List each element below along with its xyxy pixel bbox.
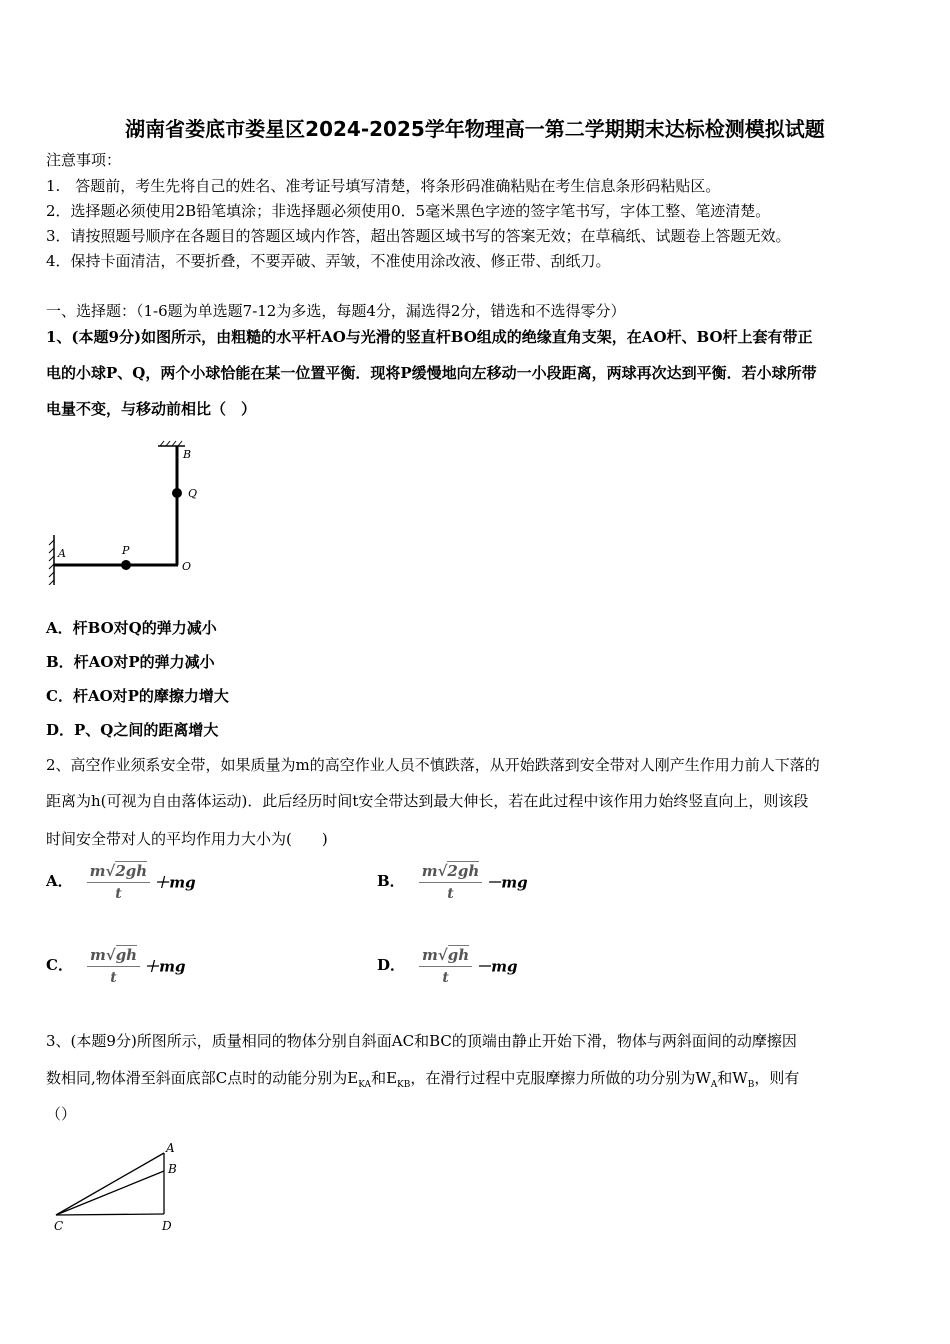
note-item: 3．请按照题号顺序在各题目的答题区域内作答，超出答题区域书写的答案无效；在草稿纸、试题卷上答题无效。: [46, 227, 791, 245]
svg-text:D: D: [162, 1219, 172, 1233]
svg-text:B: B: [183, 448, 192, 461]
q3-figure: [48, 1138, 188, 1233]
q3-text: 3、(本题9分)所图所示，质量相同的物体分别自斜面AC和BC的顶端由静止开始下滑，物体与两斜面间的动摩擦因: [46, 1032, 797, 1050]
q1-text: 1、(本题9分)如图所示，由粗糙的水平杆AO与光滑的竖直杆BO组成的绝缘直角支架，在AO杆、BO杆上套有带正: [46, 328, 813, 346]
q2-option-b[interactable]: B． $\frac{m√2gh}{t}$ －mg: [377, 862, 528, 902]
svg-text:O: O: [182, 560, 192, 573]
q2-text: 2、高空作业须系安全带，如果质量为m的高空作业人员不慎跌落，从开始跌落到安全带对人刚产生作用力前人下落的: [46, 756, 820, 774]
q1-text: 电量不变，与移动前相比（ ）: [46, 400, 257, 418]
q1-text: 电的小球P、Q，两个小球恰能在某一位置平衡．现将P缓慢地向左移动一小段距离，两球再次达到平衡．若小球所带: [46, 364, 817, 382]
q3-text: （）: [46, 1105, 77, 1123]
note-item: 2．选择题必须使用2B铅笔填涂；非选择题必须使用0．5毫米黑色字迹的签字笔书写，字体工整、笔迹清楚。: [46, 202, 771, 220]
svg-text:P: P: [122, 544, 130, 557]
svg-text:A: A: [166, 1141, 175, 1155]
svg-text:C: C: [54, 1219, 64, 1233]
q2-option-d[interactable]: D． $\frac{m√gh}{t}$ －mg: [377, 946, 518, 986]
ball-q: [172, 488, 182, 498]
note-item: 4．保持卡面清洁，不要折叠，不要弄破、弄皱，不准使用涂改液、修正带、刮纸刀。: [46, 252, 611, 270]
ball-p: [121, 560, 131, 570]
svg-text:Q: Q: [188, 487, 198, 500]
page-title: 湖南省娄底市娄星区2024-2025学年物理高一第二学期期末达标检测模拟试题: [125, 117, 825, 141]
q1-option-c[interactable]: C．杆AO对P的摩擦力增大: [46, 687, 229, 705]
q1-option-b[interactable]: B．杆AO对P的弹力减小: [46, 653, 215, 671]
section-heading: 一、选择题：（1-6题为单选题7-12为多选，每题4分，漏选得2分，错选和不选得零分）: [46, 302, 626, 320]
q1-option-a[interactable]: A．杆BO对Q的弹力减小: [46, 619, 217, 637]
q3-text: 数相同,物体滑至斜面底部C点时的动能分别为$E_{KA}$和$E_{KB}$，在滑行过程中克服摩擦力所做的功分别为$W_A$和$W_B$，则有: [46, 1069, 800, 1090]
svg-text:A: A: [58, 547, 66, 560]
q1-option-d[interactable]: D．P、Q之间的距离增大: [46, 721, 219, 739]
q2-text: 距离为h(可视为自由落体运动)．此后经历时间t安全带达到最大伸长，若在此过程中该作用力始终竖直向上，则该段: [46, 792, 809, 810]
q2-option-c[interactable]: C． $\frac{m√gh}{t}$ ＋mg: [46, 946, 186, 986]
svg-text:B: B: [168, 1162, 177, 1176]
q2-option-a[interactable]: A． $\frac{m√2gh}{t}$ ＋mg: [46, 862, 196, 902]
q2-text: 时间安全带对人的平均作用力大小为( ): [46, 830, 328, 848]
notes-heading: 注意事项：: [46, 151, 122, 169]
note-item: 1. 答题前，考生先将自己的姓名、准考证号填写清楚，将条形码准确粘贴在考生信息条形码粘贴区。: [46, 177, 721, 195]
q1-figure: [40, 440, 210, 585]
